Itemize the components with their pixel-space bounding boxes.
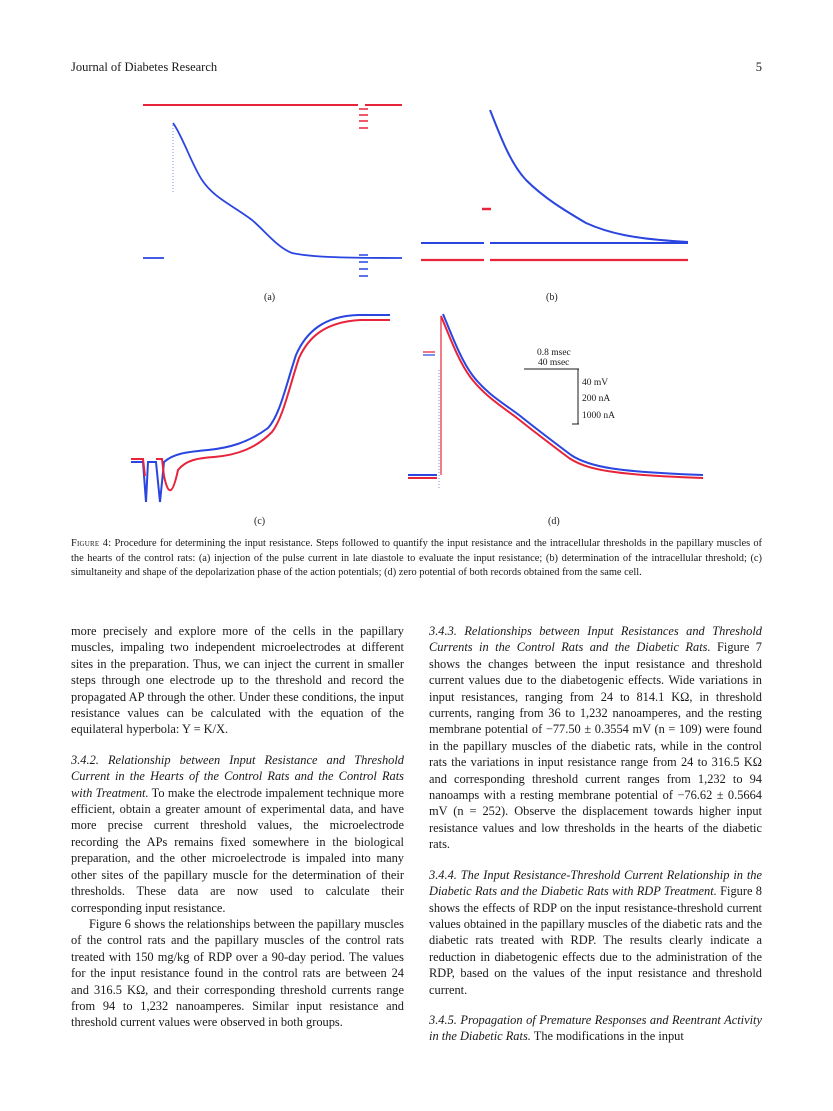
red-trace-a [143,105,402,128]
left-column [71,623,404,1045]
section-body: Figure 8 shows the effects of RDP on the input resistance-threshold current values obtained in the papillary muscles of the diabetic rats and the diabetic rats treated with RDP. The results clearly indicate a reduction in diabetogenic effects due to the administration of the RDP, based on the values of the input resistance and threshold current. [429,884,762,997]
figure-panel-b [418,105,693,270]
scale-time-2: 40 msec [538,358,570,368]
scale-time-1: 0.8 msec [537,348,571,358]
figure-panel-c [128,310,398,510]
scale-bar [522,368,582,428]
blue-trace-b [421,110,688,243]
scale-voltage: 40 mV [582,378,609,388]
figure-caption-text: Procedure for determining the input resistance. Steps followed to quantify the input resistance and the intracellular thresholds in the papillary muscles of the hearts of the control rats: (a) injection of the pulse current in late diastole to evaluate the input resistance; (b) determination of the intracellular threshold; (c) simultaneity and shape of the depolarization phase of the action potentials; (d) zero potential of both records obtained from the same cell. [71,538,762,579]
paragraph: Figure 6 shows the relationships between the papillary muscles of the control rats and the papillary muscles of the control rats treated with 150 mg/kg of RDP over a 90-day period. The values for the input resistance found in the control rats are between 24 and 316.5 KΩ, and their corresponding threshold currents range from 94 to 1,232 nanoamperes. Similar input resistance and threshold current values were observed in both groups. [71,916,404,1030]
section-3-4-2 [71,752,404,916]
red-trace-c [131,320,390,490]
section-3-4-5 [429,1012,762,1045]
blue-trace-a [143,123,402,276]
scale-current-200: 200 nA [582,394,611,404]
right-column [429,623,762,1059]
panel-label-a: (a) [264,292,276,303]
panel-label-b: (b) [546,292,558,303]
figure-caption [71,537,762,581]
journal-title: Journal of Diabetes Research [71,60,218,74]
section-heading: 3.4.4. The Input Resistance-Threshold Current Relationship in the Diabetic Rats and the Diabetic Rats with RDP Treatment. [429,867,762,899]
section-body: The modifications in the input [530,1029,684,1044]
section-heading: 3.4.3. Relationships between Input Resistances and Threshold Currents in the Control Rats and the Diabetic Rats. [429,624,762,655]
figure-caption-label: Figure 4: [71,538,112,549]
section-heading: 3.4.5. Propagation of Premature Responses and Reentrant Activity in the Diabetic Rats. [429,1012,762,1044]
section-heading: 3.4.2. Relationship between Input Resistance and Threshold Current in the Hearts of the Control Rats and the Control Rats with Treatment. [71,752,404,800]
figure-panel-a [140,95,410,290]
running-header [71,60,762,78]
page-number: 5 [755,60,762,74]
red-trace-b [421,209,688,260]
panel-label-c: (c) [254,516,266,527]
blue-trace-c [131,315,390,502]
section-body: Figure 7 shows the changes between the input resistance and threshold current values due to the diabetogenic effects. Wide variations in input resistances, ranging from 24 to 814.1 KΩ, in threshold currents, ranging from 36 to 1,232 nanoamperes, and the resting membrane potential of −77.50 ± 0.3554 mV (n = 109) were found in the papillary muscles of the diabetic rats, while in the control rats the variations in input resistance range from 24 to 316.5 KΩ and corresponding threshold current ranges from 1,232 to 94 nanoamps with a resting membrane potential of −76.62 ± 0.5664 mV (n = 252). Observe the displacement towards higher input resistance values and low thresholds in the hearts of the diabetic rats. [429,640,762,852]
section-3-4-3 [429,623,762,853]
section-3-4-4 [429,867,762,998]
paragraph: more precisely and explore more of the cells in the papillary muscles, impaling two independent microelectrodes at different sites in the preparation. Thus, we can inject the current in smaller steps through one electrode up to the threshold and record the propagated AP through the other. Under these conditions, the input resistance values can be calculated with the equation of the equilateral hyperbola: Y = K/X. [71,624,404,737]
scale-current-1000: 1000 nA [582,411,615,421]
panel-label-d: (d) [548,516,560,527]
section-body: To make the electrode impalement technique more efficient, obtain a greater amount of experimental data, and have more precise current threshold values, the microelectrode recording the APs remains fixed somewhere in the biological preparation, and the other microelectrode is impaled into many other sites of the papillary muscle for the determination of their thresholds. These data are now used to calculate their corresponding input resistance. [71,785,404,915]
